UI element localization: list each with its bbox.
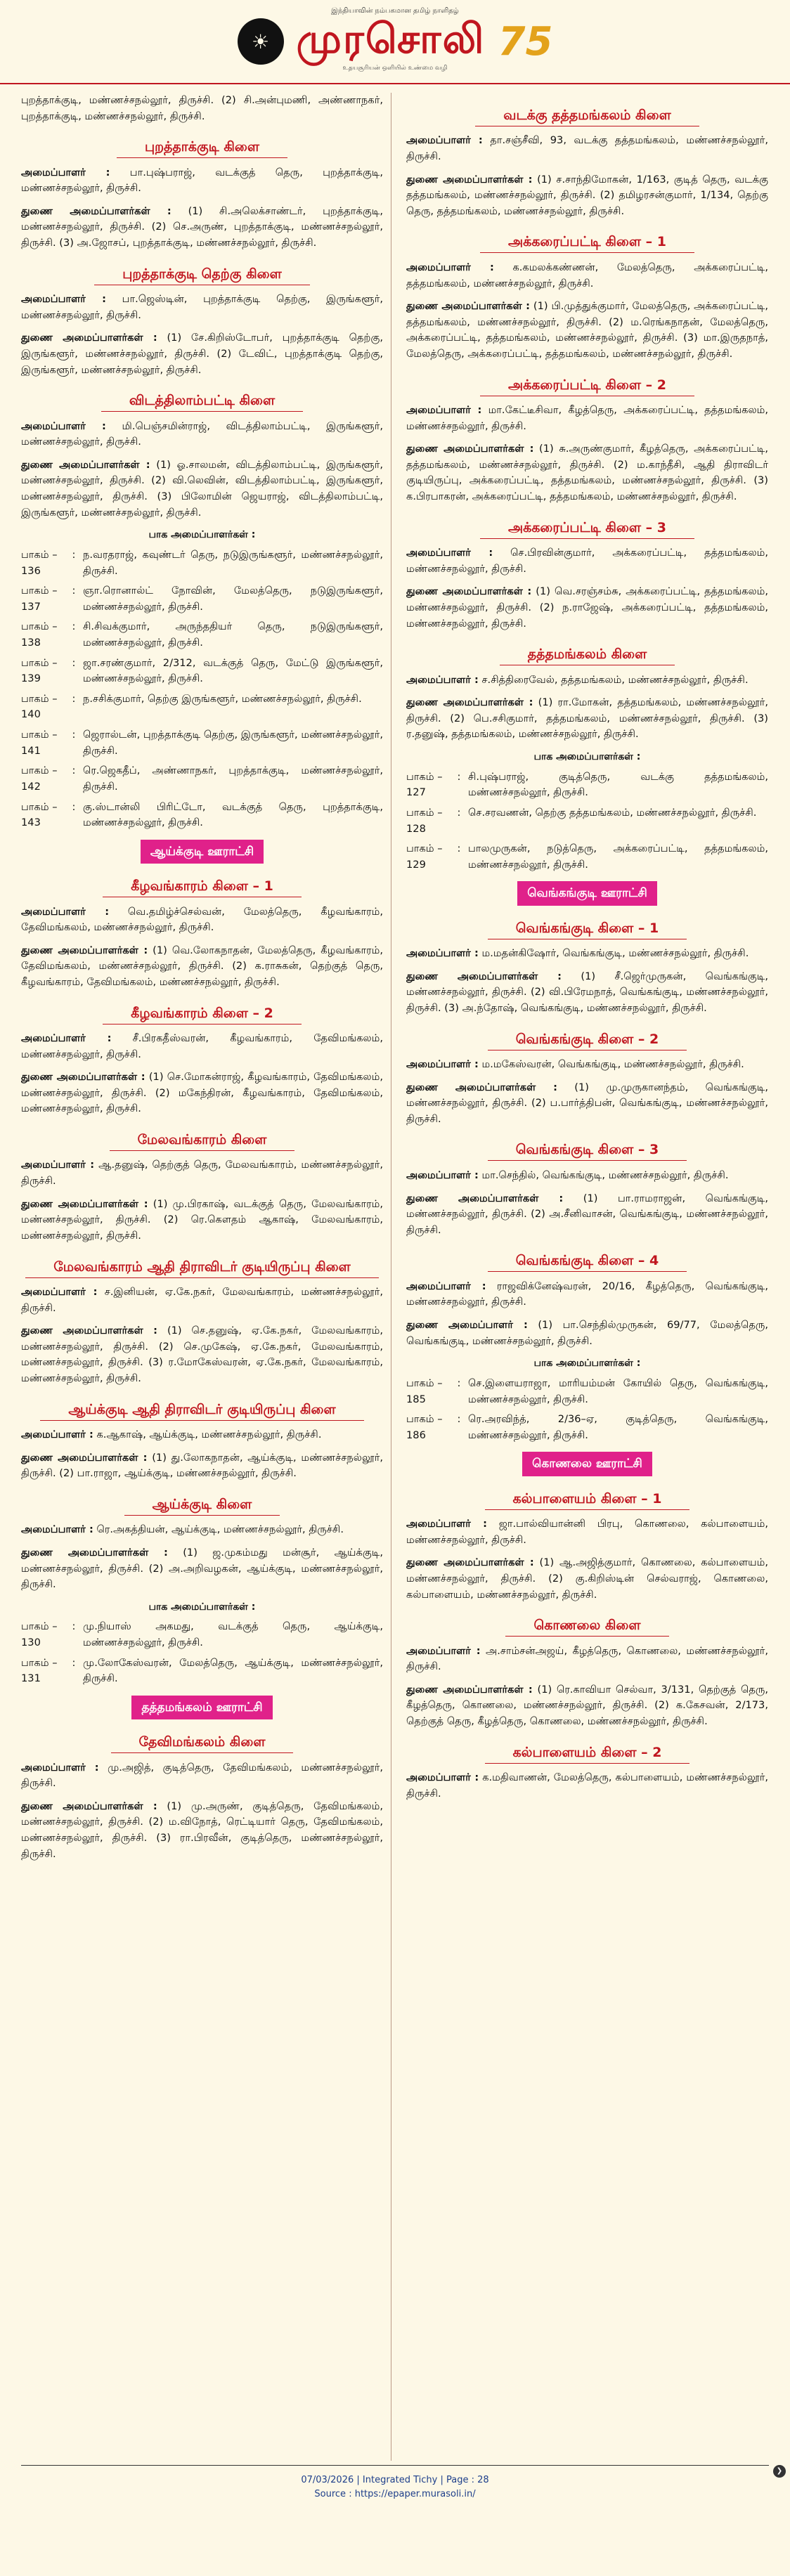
member-details: ம.மதன்கிஷோர், வெங்கங்குடி, மண்ணச்சநல்லூர், திருச்சி. [481, 947, 749, 960]
ward-number: பாகம் – 129 [406, 843, 443, 871]
member-details: க.ஆகாஷ், ஆய்க்குடி, மண்ணச்சநல்லூர், திருச்சி. [96, 1429, 322, 1441]
member-entry [406, 695, 768, 743]
member-entry [406, 1057, 768, 1073]
member-details: (1) ரெ.காவியா செல்வா, 3/131, தெற்குத் தெரு, கீழத்தெரு, கொணலை, மண்ணச்சநல்லூர், திருச்சி. (2) க.கேசவன், 2/173, தெற்குத் தெரு, கீழத்தெரு, கொணலை, மண்ணச்சநல்லூர், திருச்சி. [406, 1683, 768, 1728]
ward-number: பாகம் – 128 [406, 806, 443, 835]
member-details: (1) ஆ.அஜித்குமார், கொணலை, கல்பாளையம், மண்ணச்சநல்லூர், திருச்சி. (2) கு.கிறிஸ்டின் செல்வராஜ், கொணலை, கல்பாளையம், மண்ணச்சநல்லூர், திருச்சி. [406, 1556, 768, 1601]
masthead-divider [0, 83, 790, 84]
ward-number: பாகம் – 185 [406, 1377, 443, 1405]
branch-heading [406, 105, 768, 126]
ward-number: பாகம் – 137 [21, 585, 58, 613]
ward-entry [21, 619, 383, 651]
member-entry [406, 1080, 768, 1128]
member-details: க.கமலக்கண்ணன், மேலத்தெரு, அக்கரைப்பட்டி, தத்தமங்கலம், மண்ணச்சநல்லூர், திருச்சி. [406, 261, 768, 290]
ward-member: ஜெரால்டன், புறத்தாக்குடி தெற்கு, இருங்களூர், மண்ணச்சநல்லூர், திருச்சி. [83, 729, 383, 757]
member-entry [406, 1168, 768, 1184]
ward-member: கு.ஸ்டான்லி பிரிட்டோ, வடக்குத் தெரு, புறத்தாக்குடி, மண்ணச்சநல்லூர், திருச்சி. [83, 800, 383, 829]
branch-heading [21, 1003, 383, 1024]
branch-heading [406, 1251, 768, 1271]
panchayat-banner-text: வெங்கங்குடி ஊராட்சி [517, 881, 657, 905]
branch-heading-text: அக்கரைப்பட்டி கிளை – 2 [480, 377, 694, 396]
ward-member: ரெ.அரவிந்த், 2/36–ஏ, குடித்தெரு, வெங்கங்குடி, மண்ணச்சநல்லூர், திருச்சி. [468, 1413, 768, 1441]
ward-member: ரெ.ஜெகதீப், அண்ணாநகர், புறத்தாக்குடி, மண்ணச்சநல்லூர், திருச்சி. [83, 765, 383, 793]
ward-colon: : [72, 729, 76, 741]
ward-entry [406, 805, 768, 837]
member-details: பா.ஜெஸ்டின், புறத்தாக்குடி தெற்கு, இருங்களூர், மண்ணச்சநல்லூர், திருச்சி. [21, 293, 383, 321]
member-entry [21, 1284, 383, 1316]
role-label: துணை அமைப்பாளர்கள் : [21, 944, 148, 956]
branch-heading [406, 1489, 768, 1509]
branch-heading-text: விடத்திலாம்பட்டி கிளை [101, 393, 303, 412]
ward-colon: : [457, 1413, 461, 1426]
panchayat-banner [21, 1696, 383, 1719]
member-entry [406, 1555, 768, 1603]
branch-heading [21, 1495, 383, 1515]
member-entry [21, 165, 383, 197]
ward-section-heading: பாக அமைப்பாளர்கள் : [148, 1601, 256, 1613]
member-entry [406, 299, 768, 362]
role-label: அமைப்பாளர் : [21, 1285, 98, 1298]
ward-member: மு.லோகேஸ்வரன், மேலத்தெரு, ஆய்க்குடி, மண்ணச்சநல்லூர், திருச்சி. [83, 1656, 383, 1685]
ward-colon: : [72, 656, 76, 669]
role-label: துணை அமைப்பாளர்கள் : [21, 458, 150, 471]
branch-heading [21, 137, 383, 157]
member-details: மி.பெஞ்சமின்ராஜ், விடத்திலாம்பட்டி, இருங்களூர், மண்ணச்சநல்லூர், திருச்சி. [21, 419, 383, 448]
branch-heading [21, 876, 383, 897]
ward-member: சி.புஷ்பராஜ், குடித்தெரு, வடக்கு தத்தமங்கலம், மண்ணச்சநல்லூர், திருச்சி. [468, 770, 768, 799]
ward-number: பாகம் – 186 [406, 1413, 443, 1441]
ward-colon: : [457, 1377, 461, 1389]
ward-entry [406, 1412, 768, 1443]
member-details: (1) செ.மோகன்ராஜ், கீழவங்காரம், தேவிமங்கலம், மண்ணச்சநல்லூர், திருச்சி. (2) மகேந்திரன், கீழவங்காரம், தேவிமங்கலம், மண்ணச்சநல்லூர், திருச்சி. [21, 1071, 383, 1115]
member-entry [21, 93, 383, 124]
role-label: அமைப்பாளர் : [21, 166, 110, 178]
role-label: துணை அமைப்பாளர்கள் : [21, 1546, 168, 1559]
member-details: (1) பி.முத்துக்குமார், மேலத்தெரு, அக்கரைப்பட்டி, தத்தமங்கலம், மண்ணச்சநல்லூர், திருச்சி. (2) ம.ரெங்கநாதன், மேலத்தெரு, அக்கரைப்பட்டி, தத்தமங்கலம், மண்ணச்சநல்லூர், திருச்சி. (3) மா.இருதநாத், மேலத்தெரு, அக்கரைப்பட்டி, தத்தமங்கலம், மண்ணச்சநல்லூர், திருச்சி. [406, 300, 768, 360]
branch-heading [21, 391, 383, 411]
panchayat-banner [21, 840, 383, 864]
ward-entry [406, 841, 768, 873]
role-label: துணை அமைப்பாளர்கள் : [406, 1081, 557, 1093]
branch-heading [21, 264, 383, 285]
role-label: துணை அமைப்பாளர்கள் : [21, 1197, 148, 1210]
footer [0, 2473, 790, 2502]
branch-heading [406, 918, 768, 939]
member-entry [406, 441, 768, 505]
ward-number: பாகம் – 127 [406, 770, 443, 799]
branch-heading-text: கீழவங்காரம் கிளை – 1 [103, 878, 302, 897]
member-entry [21, 204, 383, 252]
branch-heading [406, 1029, 768, 1050]
role-label: அமைப்பாளர் : [21, 1761, 99, 1774]
ward-number: பாகம் – 139 [21, 656, 58, 685]
ward-colon: : [72, 1656, 76, 1669]
footer-page: Page : 28 [446, 2475, 489, 2485]
member-details: (1) மு.பிரகாஷ், வடக்குத் தெரு, மேலவங்காரம், மண்ணச்சநல்லூர், திருச்சி. (2) ரெ.கௌதம் ஆகாஷ், மேலவங்காரம், மண்ணச்சநல்லூர், திருச்சி. [21, 1197, 383, 1242]
member-entry [21, 1522, 383, 1538]
left-column [21, 93, 383, 2459]
ward-colon: : [72, 765, 76, 777]
ward-member: சி.சிவக்குமார், அருந்ததியர் தெரு, நடுஇருங்களூர், மண்ணச்சநல்லூர், திருச்சி. [83, 620, 383, 649]
role-label: அமைப்பாளர் : [406, 261, 494, 273]
member-details: (1) ரா.மோகன், தத்தமங்கலம், மண்ணச்சநல்லூர், திருச்சி. (2) பெ.சசிகுமார், தத்தமங்கலம், மண்ணச்சநல்லூர், திருச்சி. (3) ர.தனுஷ், தத்தமங்கலம், மண்ணச்சநல்லூர், திருச்சி. [406, 696, 768, 741]
panchayat-banner [406, 881, 768, 905]
member-details: ச.இனியன், ஏ.கே.நகர், மேலவங்காரம், மண்ணச்சநல்லூர், திருச்சி. [21, 1285, 383, 1314]
role-label: அமைப்பாளர் : [406, 947, 479, 960]
member-details: மு.அஜித், குடித்தெரு, தேவிமங்கலம், மண்ணச்சநல்லூர், திருச்சி. [21, 1761, 383, 1790]
member-entry [406, 1682, 768, 1730]
ward-number: பாகம் – 142 [21, 765, 58, 793]
member-entry [21, 1323, 383, 1386]
branch-heading-text: கல்பாளையம் கிளை – 2 [485, 1745, 690, 1764]
role-label: துணை அமைப்பாளர்கள் : [406, 1192, 564, 1204]
role-label: அமைப்பாளர் : [21, 1159, 95, 1171]
branch-heading [21, 1130, 383, 1150]
role-label: துணை அமைப்பாளர்கள் : [406, 1683, 533, 1696]
role-label: அமைப்பாளர் : [406, 547, 493, 559]
member-entry [406, 1644, 768, 1675]
branch-heading [406, 1615, 768, 1636]
member-details: மா.செந்தில், வெங்கங்குடி, மண்ணச்சநல்லூர், திருச்சி. [481, 1169, 729, 1181]
member-entry [21, 943, 383, 991]
member-details: (1) வெ.லோகநாதன், மேலத்தெரு, கீழவங்காரம், தேவிமங்கலம், மண்ணச்சநல்லூர், திருச்சி. (2) க.ராசுகன், தெற்குத் தெரு, கீழவங்காரம், தேவிமங்கலம், மண்ணச்சநல்லூர், திருச்சி. [21, 944, 383, 988]
role-label: அமைப்பாளர் : [406, 404, 482, 417]
branch-heading [21, 1257, 383, 1277]
role-label: அமைப்பாளர் : [406, 1644, 481, 1657]
member-entry [21, 1197, 383, 1244]
ward-number: பாகம் – 138 [21, 620, 58, 649]
member-details: (1) சீ.ஜெர்முருகன், வெங்கங்குடி, மண்ணச்சநல்லூர், திருச்சி. (2) வி.பிரேமநாத், வெங்கங்குடி, மண்ணச்சநல்லூர், திருச்சி. (3) அ.ந்தோஷ், வெங்கங்குடி, மண்ணச்சநல்லூர், திருச்சி. [406, 970, 768, 1014]
member-details: (1) மு.முருகானந்தம், வெங்கங்குடி, மண்ணச்சநல்லூர், திருச்சி. (2) ப.பார்த்திபன், வெங்கங்குடி, மண்ணச்சநல்லூர், திருச்சி. [406, 1081, 768, 1125]
ward-member: பாலமுருகன், நடுத்தெரு, அக்கரைப்பட்டி, தத்தமங்கலம், மண்ணச்சநல்லூர், திருச்சி. [468, 843, 768, 871]
role-label: துணை அமைப்பாளர்கள் : [406, 173, 533, 186]
role-label: அமைப்பாளர் : [406, 1771, 479, 1784]
branch-heading-text: புறத்தாக்குடி தெற்கு கிளை [94, 266, 310, 285]
ward-number: பாகம் – 141 [21, 729, 58, 757]
ward-colon: : [72, 585, 76, 597]
role-label: துணை அமைப்பாளர்கள் : [21, 332, 157, 344]
member-entry [406, 1318, 768, 1349]
member-entry [406, 672, 768, 689]
member-entry [406, 1191, 768, 1239]
member-details: ம.மகேஸ்வரன், வெங்கங்குடி, மண்ணச்சநல்லூர், திருச்சி. [481, 1058, 744, 1071]
member-details: தா.சஞ்சீவி, 93, வடக்கு தத்தமங்கலம், மண்ணச்சநல்லூர், திருச்சி. [406, 134, 768, 163]
emblem-icon: ☀ [238, 18, 284, 65]
ward-member: ந.சசிக்குமார், தெற்கு இருங்களூர், மண்ணச்சநல்லூர், திருச்சி. [83, 692, 362, 705]
footer-info-line: 07/03/2026 | Integrated Tichy | Page : 28 [301, 2475, 489, 2485]
ward-entry [21, 1619, 383, 1651]
member-entry [406, 969, 768, 1017]
role-label: துணை அமைப்பாளர்கள் : [406, 443, 534, 455]
member-details: (1) ஓ.சாலமன், விடத்திலாம்பட்டி, இருங்களூர், மண்ணச்சநல்லூர், திருச்சி. (2) வி.லெவின், விடத்திலாம்பட்டி, இருங்களூர், மண்ணச்சநல்லூர், திருச்சி. (3) பிலோமின் ஜெயராஜ், விடத்திலாம்பட்டி, இருங்களூர், மண்ணச்சநல்லூர், திருச்சி. [21, 458, 383, 519]
member-entry [406, 403, 768, 434]
branch-heading-text: வெங்கங்குடி கிளை – 2 [488, 1032, 687, 1050]
member-details: ரெ.அகத்தியன், ஆய்க்குடி, மண்ணச்சநல்லூர், திருச்சி. [96, 1523, 344, 1536]
member-entry [21, 1427, 383, 1443]
role-label: துணை அமைப்பாளர்கள் : [406, 1556, 534, 1569]
branch-heading-text: வெங்கங்குடி கிளை – 3 [488, 1142, 687, 1161]
role-label: அமைப்பாளர் : [21, 1429, 93, 1441]
member-details: (1) வெ.சரஞ்சம்சு, அக்கரைப்பட்டி, தத்தமங்கலம், மண்ணச்சநல்லூர், திருச்சி. (2) ந.ராஜேஷ், அக்கரைப்பட்டி, தத்தமங்கலம், மண்ணச்சநல்லூர், திருச்சி. [406, 585, 768, 630]
role-label: துணை அமைப்பாளர்கள் : [406, 696, 533, 709]
footer-source[interactable]: Source : https://epaper.murasoli.in/ [314, 2489, 476, 2500]
member-details: சீ.பிரகதீஸ்வரன், கீழவங்காரம், தேவிமங்கலம், மண்ணச்சநல்லூர், திருச்சி. [21, 1032, 383, 1060]
branch-heading-text: வெங்கங்குடி கிளை – 4 [488, 1253, 687, 1272]
branch-heading-text: வடக்கு தத்தமங்கலம் கிளை [475, 108, 699, 126]
member-details: (1) மு.அருண், குடித்தெரு, தேவிமங்கலம், மண்ணச்சநல்லூர், திருச்சி. (2) ம.விநோத், ரெட்டியார் தெரு, தேவிமங்கலம், மண்ணச்சநல்லூர், திருச்சி. (3) ரா.பிரவீன், குடித்தெரு, மண்ணச்சநல்லூர், திருச்சி. [21, 1800, 383, 1860]
ward-colon: : [72, 548, 76, 561]
member-entry [406, 1770, 768, 1802]
branch-heading [406, 1140, 768, 1160]
member-entry [21, 1157, 383, 1189]
role-label: அமைப்பாளர் : [406, 134, 483, 147]
role-label: அமைப்பாளர் : [21, 1523, 93, 1536]
member-details: (1) பா.ராமராஜன், வெங்கங்குடி, மண்ணச்சநல்லூர், திருச்சி. (2) அ.சீனிவாசன், வெங்கங்குடி, மண்ணச்சநல்லூர், திருச்சி. [406, 1192, 768, 1236]
member-entry [406, 584, 768, 632]
branch-heading [406, 232, 768, 252]
branch-heading [406, 644, 768, 665]
ward-number: பாகம் – 140 [21, 692, 58, 721]
ward-entry [21, 727, 383, 759]
branch-heading [21, 1732, 383, 1752]
member-entry [406, 1516, 768, 1548]
member-entry [21, 292, 383, 323]
member-entry [21, 1069, 383, 1117]
member-details: ஆ.தனுஷ், தெற்குத் தெரு, மேலவங்காரம், மண்ணச்சநல்லூர், திருச்சி. [21, 1159, 383, 1188]
role-label: துணை அமைப்பாளர்கள் : [406, 970, 562, 982]
branch-heading [406, 1743, 768, 1763]
ward-member: ஜா.சரண்குமார், 2/312, வடக்குத் தெரு, மேட்டு இருங்களூர், மண்ணச்சநல்லூர், திருச்சி. [83, 656, 383, 685]
footer-date: 07/03/2026 [301, 2475, 354, 2485]
role-label: துணை அமைப்பாளர்கள் : [21, 1451, 148, 1464]
branch-heading-text: கீழவங்காரம் கிளை – 2 [103, 1006, 302, 1024]
branch-heading-text: மேலவங்காரம் ஆதி திராவிடர் குடியிருப்பு கிளை [25, 1259, 379, 1278]
member-details: மா.கேட்டீசிவா, கீழத்தெரு, அக்கரைப்பட்டி, தத்தமங்கலம், மண்ணச்சநல்லூர், திருச்சி. [406, 404, 768, 432]
branch-heading-text: மேலவங்காரம் கிளை [110, 1132, 295, 1151]
ward-member: செ.சரவணன், தெற்கு தத்தமங்கலம், மண்ணச்சநல்லூர், திருச்சி. [468, 806, 757, 819]
ward-entry [21, 583, 383, 615]
member-entry [21, 1760, 383, 1792]
panchayat-banner-text: தத்தமங்கலம் ஊராட்சி [131, 1696, 272, 1719]
ward-entry [406, 769, 768, 801]
member-details: (1) சு.அருண்குமார், கீழத்தெரு, அக்கரைப்பட்டி, தத்தமங்கலம், மண்ணச்சநல்லூர், திருச்சி. (2) ம.காந்தீசி, ஆதி திராவிடர் குடியிருப்பு, அக்கரைப்பட்டி, தத்தமங்கலம், மண்ணச்சநல்லூர், திருச்சி. (3) க.பிரபாகரன், அக்கரைப்பட்டி, தத்தமங்கலம், மண்ணச்சநல்லூர், திருச்சி. [406, 443, 768, 503]
branch-heading [21, 1400, 383, 1420]
member-entry [21, 1545, 383, 1593]
member-details: வெ.தமிழ்ச்செல்வன், மேலத்தெரு, கீழவங்காரம், தேவிமங்கலம், மண்ணச்சநல்லூர், திருச்சி. [21, 905, 383, 934]
member-details: (1) து.லோகநாதன், ஆய்க்குடி, மண்ணச்சநல்லூர், திருச்சி. (2) பா.ராஜா, ஆய்க்குடி, மண்ணச்சநல்லூர், திருச்சி. [21, 1451, 383, 1480]
ward-number: பாகம் – 131 [21, 1656, 58, 1685]
role-label: துணை அமைப்பாளர்கள் : [406, 585, 532, 598]
ward-section-heading: பாக அமைப்பாளர்கள் : [533, 1358, 641, 1370]
ward-entry [21, 656, 383, 687]
member-entry [406, 1279, 768, 1310]
ward-section-heading: பாக அமைப்பாளர்கள் : [148, 529, 256, 541]
ward-colon: : [72, 1620, 76, 1633]
branch-heading-text: தத்தமங்கலம் கிளை [500, 646, 675, 665]
ward-entry [406, 1376, 768, 1407]
role-label: அமைப்பாளர் : [406, 1058, 479, 1071]
branch-heading-text: அக்கரைப்பட்டி கிளை – 1 [480, 234, 694, 253]
branch-heading-text: கல்பாளையம் கிளை – 1 [485, 1491, 690, 1510]
ward-entry [21, 691, 383, 723]
member-details: (1) செ.தனுஷ், ஏ.கே.நகர், மேலவங்காரம், மண்ணச்சநல்லூர், திருச்சி. (2) செ.முகேஷ், ஏ.கே.நகர், மேலவங்காரம், மண்ணச்சநல்லூர், திருச்சி. (3) ர.மோகேஸ்வரன், ஏ.கே.நகர், மேலவங்காரம், மண்ணச்சநல்லூர், திருச்சி. [21, 1325, 383, 1384]
role-label: அமைப்பாளர் : [406, 673, 479, 686]
branch-heading-text: புறத்தாக்குடி கிளை [117, 139, 287, 158]
ward-member: ஞா.ரொனால்ட் நோவின், மேலத்தெரு, நடுஇருங்களூர், மண்ணச்சநல்லூர், திருச்சி. [83, 585, 383, 613]
member-entry [21, 330, 383, 378]
member-entry [406, 172, 768, 220]
role-label: அமைப்பாளர் : [406, 1280, 486, 1292]
member-entry [21, 1450, 383, 1482]
role-label: துணை அமைப்பாளர்கள் : [21, 1800, 157, 1812]
anniversary-badge: 75 [498, 18, 553, 65]
branch-heading-text: ஆய்க்குடி கிளை [124, 1497, 280, 1516]
masthead-title: முரசொலி [296, 15, 486, 63]
member-entry [406, 260, 768, 292]
member-details: அ.சாம்சன்அஜய், கீழத்தெரு, கொணலை, மண்ணச்சநல்லூர், திருச்சி. [406, 1644, 768, 1673]
role-label: துணை அமைப்பாளர்கள் : [406, 300, 530, 313]
role-label: துணை அமைப்பாளர்கள் : [21, 1325, 158, 1337]
role-label: துணை அமைப்பாளர்கள் : [21, 1071, 145, 1084]
member-entry [21, 419, 383, 450]
member-details: (1) ச.சாந்திமோகன், 1/163, குடித் தெரு, வடக்கு தத்தமங்கலம், மண்ணச்சநல்லூர், திருச்சி. (2) தமிழரசன்குமார், 1/134, தெற்கு தெரு, தத்தமங்கலம், மண்ணச்சநல்லூர், திருச்சி. [406, 173, 768, 217]
role-label: அமைப்பாளர் : [21, 905, 110, 918]
ward-colon: : [72, 692, 76, 705]
ward-number: பாகம் – 143 [21, 800, 58, 829]
branch-heading-text: வெங்கங்குடி கிளை – 1 [488, 921, 687, 939]
ward-entry [21, 800, 383, 831]
member-details: ச.சித்திரைவேல், தத்தமங்கலம், மண்ணச்சநல்லூர், திருச்சி. [481, 673, 749, 686]
branch-heading-text: தேவிமங்கலம் கிளை [111, 1734, 294, 1753]
ward-section-heading: பாக அமைப்பாளர்கள் : [533, 751, 641, 763]
role-label: அமைப்பாளர் : [21, 419, 106, 432]
role-label: அமைப்பாளர் : [21, 1032, 112, 1044]
panchayat-banner [406, 1452, 768, 1476]
branch-heading-text: அக்கரைப்பட்டி கிளை – 3 [480, 520, 694, 539]
role-label: அமைப்பாளர் : [21, 293, 106, 306]
member-entry [406, 946, 768, 962]
member-details: பா.புஷ்பராஜ், வடக்குத் தெரு, புறத்தாக்குடி, மண்ணச்சநல்லூர், திருச்சி. [21, 166, 383, 195]
ward-entry [21, 1655, 383, 1687]
member-details: (1) ஜ.முகம்மது மன்சூர், ஆய்க்குடி, மண்ணச்சநல்லூர், திருச்சி. (2) அ.அறிவழகன், ஆய்க்குடி, மண்ணச்சநல்லூர், திருச்சி. [21, 1546, 383, 1591]
right-column [406, 93, 768, 2459]
member-details: (1) பா.செந்தில்முருகன், 69/77, மேலத்தெரு, வெங்கங்குடி, மண்ணச்சநல்லூர், திருச்சி. [406, 1319, 768, 1347]
footer-edition: Integrated Tichy [362, 2475, 438, 2485]
ward-colon: : [457, 843, 461, 855]
member-details: புறத்தாக்குடி, மண்ணச்சநல்லூர், திருச்சி. (2) சி.அன்புமணி, அண்ணாநகர், புறத்தாக்குடி, மண்ணச்சநல்லூர், திருச்சி. [21, 94, 383, 122]
role-label: அமைப்பாளர் : [406, 1518, 487, 1530]
ward-number: பாகம் – 130 [21, 1620, 58, 1649]
ward-colon: : [72, 620, 76, 633]
footer-divider [21, 2465, 769, 2466]
branch-heading [406, 375, 768, 396]
member-entry [21, 457, 383, 521]
branch-heading [406, 518, 768, 538]
ward-colon: : [72, 800, 76, 813]
role-label: துணை அமைப்பாளர்கள் : [21, 204, 171, 217]
masthead-tagline: இந்தியாவின் நம்பகமான தமிழ் நாளிதழ் [331, 7, 459, 15]
member-entry [21, 1031, 383, 1062]
ward-colon: : [457, 770, 461, 783]
ward-entry [21, 547, 383, 579]
ward-member: ந.வரதராஜ், கவுண்டர் தெரு, நடுஇருங்களூர், மண்ணச்சநல்லூர், திருச்சி. [83, 548, 383, 577]
ward-number: பாகம் – 136 [21, 548, 58, 577]
member-details: ஜா.பால்வியான்னி பிரபு, கொணலை, கல்பாளையம், மண்ணச்சநல்லூர், திருச்சி. [406, 1518, 768, 1546]
ward-member: மு.நியாஸ் அகமது, வடக்குத் தெரு, ஆய்க்குடி, மண்ணச்சநல்லூர், திருச்சி. [83, 1620, 383, 1649]
member-details: (1) சி.அலெக்சாண்டர், புறத்தாக்குடி, மண்ணச்சநல்லூர், திருச்சி. (2) செ.அருண், புறத்தாக்குடி, மண்ணச்சநல்லூர், திருச்சி. (3) அ.ஜோசப், புறத்தாக்குடி, மண்ணச்சநல்லூர், திருச்சி. [21, 204, 383, 249]
member-entry [21, 904, 383, 936]
role-label: அமைப்பாளர் : [406, 1169, 479, 1181]
branch-heading-text: கொணலை கிளை [505, 1618, 668, 1637]
member-details: க.மதிவாணன், மேலத்தெரு, கல்பாளையம், மண்ணச்சநல்லூர், திருச்சி. [406, 1771, 768, 1800]
member-entry [406, 133, 768, 164]
ward-entry [21, 763, 383, 795]
ward-member: செ.இளையராஜா, மாரியம்மன் கோயில் தெரு, வெங்கங்குடி, மண்ணச்சநல்லூர், திருச்சி. [468, 1377, 768, 1405]
panchayat-banner-text: ஆய்க்குடி ஊராட்சி [141, 840, 264, 864]
panchayat-banner-text: கொணலை ஊராட்சி [522, 1452, 652, 1476]
member-details: (1) சே.கிறிஸ்டோபர், புறத்தாக்குடி தெற்கு, இருங்களூர், மண்ணச்சநல்லூர், திருச்சி. (2) டேவிட், புறத்தாக்குடி தெற்கு, இருங்களூர், மண்ணச்சநல்லூர், திருச்சி. [21, 332, 383, 376]
member-details: செ.பிரவின்குமார், அக்கரைப்பட்டி, தத்தமங்கலம், மண்ணச்சநல்லூர், திருச்சி. [406, 547, 768, 575]
branch-heading-text: ஆய்க்குடி ஆதி திராவிடர் குடியிருப்பு கிளை [40, 1402, 363, 1421]
member-details: ராஜவிக்னேஷ்வரன், 20/16, கீழத்தெரு, வெங்கங்குடி, மண்ணச்சநல்லூர், திருச்சி. [406, 1280, 768, 1308]
next-page-icon[interactable]: ❯ [773, 2465, 786, 2478]
role-label: துணை அமைப்பாளர் : [406, 1319, 528, 1331]
member-entry [21, 1799, 383, 1862]
member-entry [406, 545, 768, 577]
ward-colon: : [457, 806, 461, 819]
masthead-subtitle: உதயசூரியன் ஒளியில் உண்மை வழி [342, 65, 448, 72]
